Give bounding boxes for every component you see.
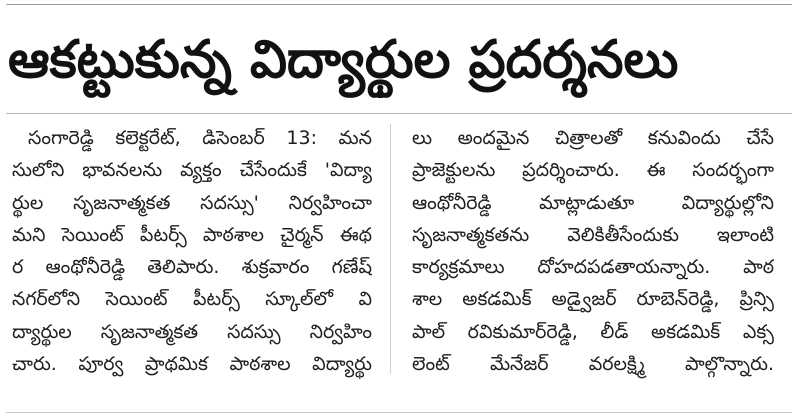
text-line: లు అందమైన చిత్రాలతో కనువిందు చేసే — [412, 127, 774, 149]
text-line: సులోని భావనలను వ్యక్తం చేసేందుకే 'విద్యా — [12, 159, 372, 182]
top-rule — [6, 4, 792, 5]
text-line: సంగారెడ్డి కలెక్టరేట్, డిసెంబర్ 13: మన — [28, 127, 372, 149]
headline-rule — [6, 113, 792, 114]
text-line: ర్థుల సృజనాత్మకత సదస్సు' నిర్వహించా — [12, 191, 372, 214]
text-line: చారు. పూర్వ ప్రాథమిక పాఠశాల విద్యార్థు — [12, 353, 372, 376]
text-line: ప్రాజెక్టులను ప్రదర్శించారు. ఈ సందర్భంగా — [412, 159, 774, 182]
text-line: పాల్ రవికుమార్‌రెడ్డి, లీడ్ అకడమిక్ ఎక్స — [412, 320, 774, 343]
article-column-right — [412, 122, 774, 380]
text-line: ర ఆంథోనీరెడ్డి తెలిపారు. శుక్రవారం గణేష్ — [12, 256, 372, 279]
article-headline: ఆకట్టుకున్న విద్యార్థుల ప్రదర్శనలు — [8, 30, 679, 90]
text-line: ఆంథోనీరెడ్డి మాట్లాడుతూ విద్యార్థుల్లోని — [412, 191, 774, 214]
bottom-rule — [6, 412, 792, 413]
text-line: నగర్‌లోని సెయింట్ పీటర్స్ స్కూల్‌లో వి — [12, 288, 372, 311]
text-line: లెంట్ మేనేజర్ వరలక్ష్మి పాల్గొన్నారు. — [412, 353, 774, 376]
text-line: ద్యార్థుల సృజనాత్మకత సదస్సు నిర్వహిం — [12, 320, 372, 343]
text-line: కార్యక్రమాలు దోహదపడతాయన్నారు. పాఠ — [412, 256, 774, 279]
text-line: మని సెయింట్ పీటర్స్ పాఠశాల చైర్మన్ ఈథ — [12, 223, 372, 246]
text-line: శాల అకడమిక్ అడ్వైజర్ రూబెన్‌రెడ్డి, ప్రిన్సి — [412, 288, 774, 311]
article-column-left — [12, 122, 372, 380]
column-divider — [390, 124, 391, 374]
text-line: సృజనాత్మకతను వెలికితీసేందుకు ఇలాంటి — [412, 223, 774, 246]
